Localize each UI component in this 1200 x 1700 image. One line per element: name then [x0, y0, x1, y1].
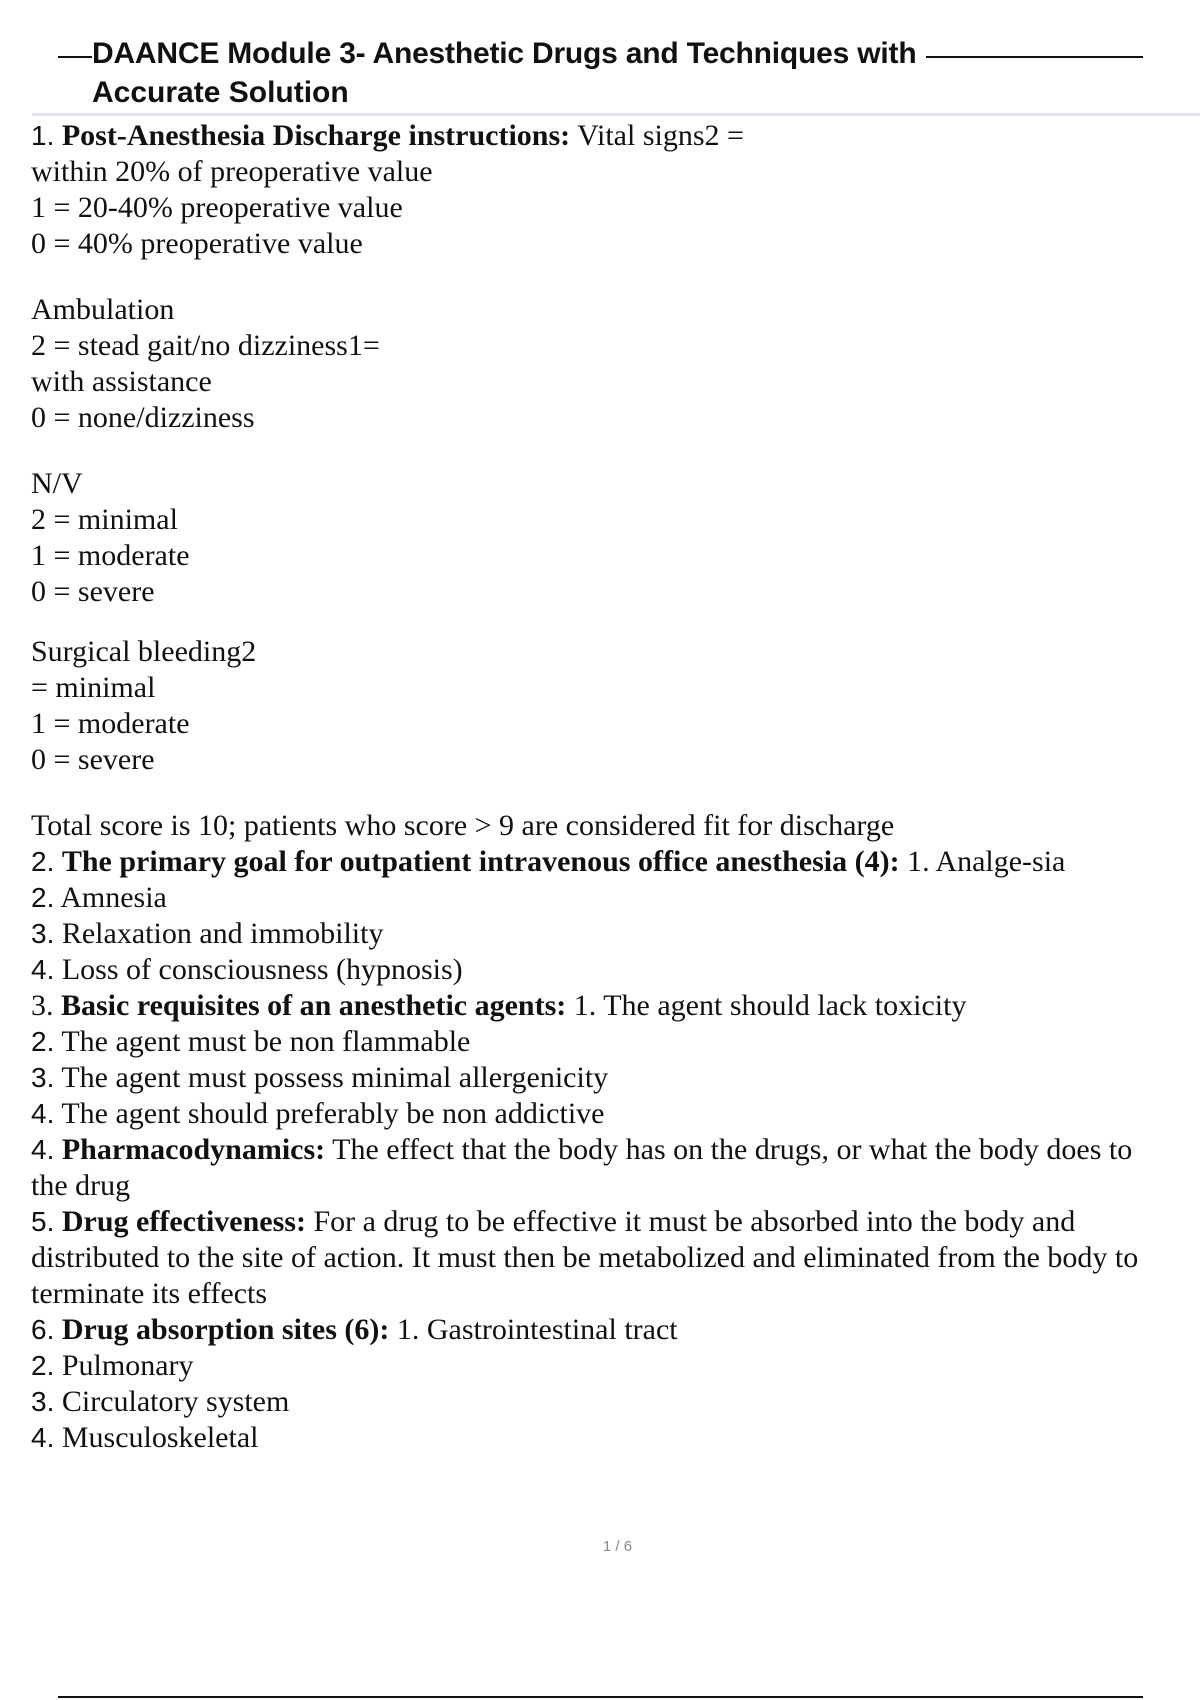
q1-first-line: Vital signs2 =: [577, 119, 744, 152]
q6-list-item: [31, 1348, 1200, 1384]
title-line-2: Accurate Solution: [92, 76, 349, 109]
q5-heading: [31, 1204, 1200, 1240]
title-line-1: DAANCE Module 3- Anesthetic Drugs and Techniques with: [92, 34, 926, 73]
q4-text-continued: the drug: [31, 1169, 131, 1202]
q5-text: For a drug to be effective it must be absorbed into the body and: [313, 1205, 1076, 1238]
list-number: 2.: [31, 882, 55, 913]
q5-text-continued: distributed to the site of action. It must then be metabolized and eliminated from the body to: [31, 1241, 1139, 1274]
q1-bleeding-line: Surgical bleeding2: [31, 635, 257, 668]
q2-list-item: [31, 880, 1200, 916]
q1-nv-line: N/V: [31, 467, 83, 500]
list-number: 2.: [31, 1350, 55, 1381]
q2-first-line: 1. Analge-sia: [907, 845, 1066, 878]
spacer: [31, 436, 1200, 466]
list-text: The agent must be non flammable: [61, 1025, 471, 1058]
q3-list-item: [31, 1096, 1200, 1132]
q1-ambulation-line: with assistance: [31, 365, 212, 398]
q1-nv-line: 1 = moderate: [31, 539, 190, 572]
q1-vital-line: 0 = 40% preoperative value: [31, 227, 363, 260]
q4-number: 4.: [31, 1134, 55, 1165]
list-text: Musculoskeletal: [61, 1421, 259, 1454]
page-indicator: 1 / 6: [602, 1538, 633, 1555]
list-text: Loss of consciousness (hypnosis): [61, 953, 463, 986]
q3-term: Basic requisites of an anesthetic agents:: [61, 989, 567, 1022]
q1-bleeding-line: = minimal: [31, 671, 156, 704]
list-number: 4.: [31, 1422, 55, 1453]
q1-bleeding-line: 0 = severe: [31, 743, 155, 776]
q2-term: The primary goal for outpatient intravenous office anesthesia (4):: [61, 845, 900, 878]
list-text: Pulmonary: [61, 1349, 194, 1382]
q6-list-item: [31, 1420, 1200, 1456]
q3-list-item: [31, 1024, 1200, 1060]
q6-term: Drug absorption sites (6):: [61, 1313, 390, 1346]
q2-number: 2.: [31, 846, 55, 877]
q1-heading: [31, 118, 1200, 154]
q6-list-item: [31, 1384, 1200, 1420]
q1-total-score: Total score is 10; patients who score > 9 are considered fit for discharge: [31, 809, 895, 842]
flashcard-content: [31, 118, 1200, 1456]
q1-vital-line: 1 = 20-40% preoperative value: [31, 191, 403, 224]
q1-term: Post-Anesthesia Discharge instructions:: [61, 119, 571, 152]
q3-list-item: [31, 1060, 1200, 1096]
q1-bleeding-line: 1 = moderate: [31, 707, 190, 740]
list-number: 4.: [31, 954, 55, 985]
q4-text: The effect that the body has on the drugs, or what the body does to: [332, 1133, 1133, 1166]
list-number: 2.: [31, 1026, 55, 1057]
list-text: Amnesia: [60, 881, 167, 914]
document-title: [92, 34, 1112, 112]
q1-vital-line: within 20% of preoperative value: [31, 155, 433, 188]
list-text: Circulatory system: [61, 1385, 290, 1418]
q6-heading: [31, 1312, 1200, 1348]
spacer: [31, 262, 1200, 292]
q4-term: Pharmacodynamics:: [61, 1133, 326, 1166]
q6-first-line: 1. Gastrointestinal tract: [396, 1313, 678, 1346]
spacer: [31, 610, 1200, 634]
q2-list-item: [31, 952, 1200, 988]
q3-number: 3.: [31, 989, 54, 1022]
spacer: [31, 778, 1200, 808]
list-number: 3.: [31, 1386, 55, 1417]
list-number: 3.: [31, 1062, 55, 1093]
q5-number: 5.: [31, 1206, 55, 1237]
list-number: 3.: [31, 918, 55, 949]
q1-number: 1.: [31, 120, 55, 151]
q2-list-item: [31, 916, 1200, 952]
q1-ambulation-line: 0 = none/dizziness: [31, 401, 255, 434]
bottom-rule: [58, 1696, 1143, 1698]
q3-heading: [31, 988, 1200, 1024]
list-text: The agent must possess minimal allergenicity: [61, 1061, 609, 1094]
title-divider: [32, 113, 1200, 116]
q1-nv-line: 0 = severe: [31, 575, 155, 608]
q1-ambulation-line: Ambulation: [31, 293, 175, 326]
q4-heading: [31, 1132, 1200, 1168]
q5-term: Drug effectiveness:: [61, 1205, 306, 1238]
q6-number: 6.: [31, 1314, 55, 1345]
list-text: Relaxation and immobility: [61, 917, 384, 950]
q2-heading: [31, 844, 1200, 880]
q1-ambulation-line: 2 = stead gait/no dizziness1=: [31, 329, 380, 362]
q5-text-continued: terminate its effects: [31, 1277, 268, 1310]
q1-nv-line: 2 = minimal: [31, 503, 178, 536]
q3-first-line: 1. The agent should lack toxicity: [573, 989, 967, 1022]
list-text: The agent should preferably be non addictive: [61, 1097, 605, 1130]
list-number: 4.: [31, 1098, 55, 1129]
